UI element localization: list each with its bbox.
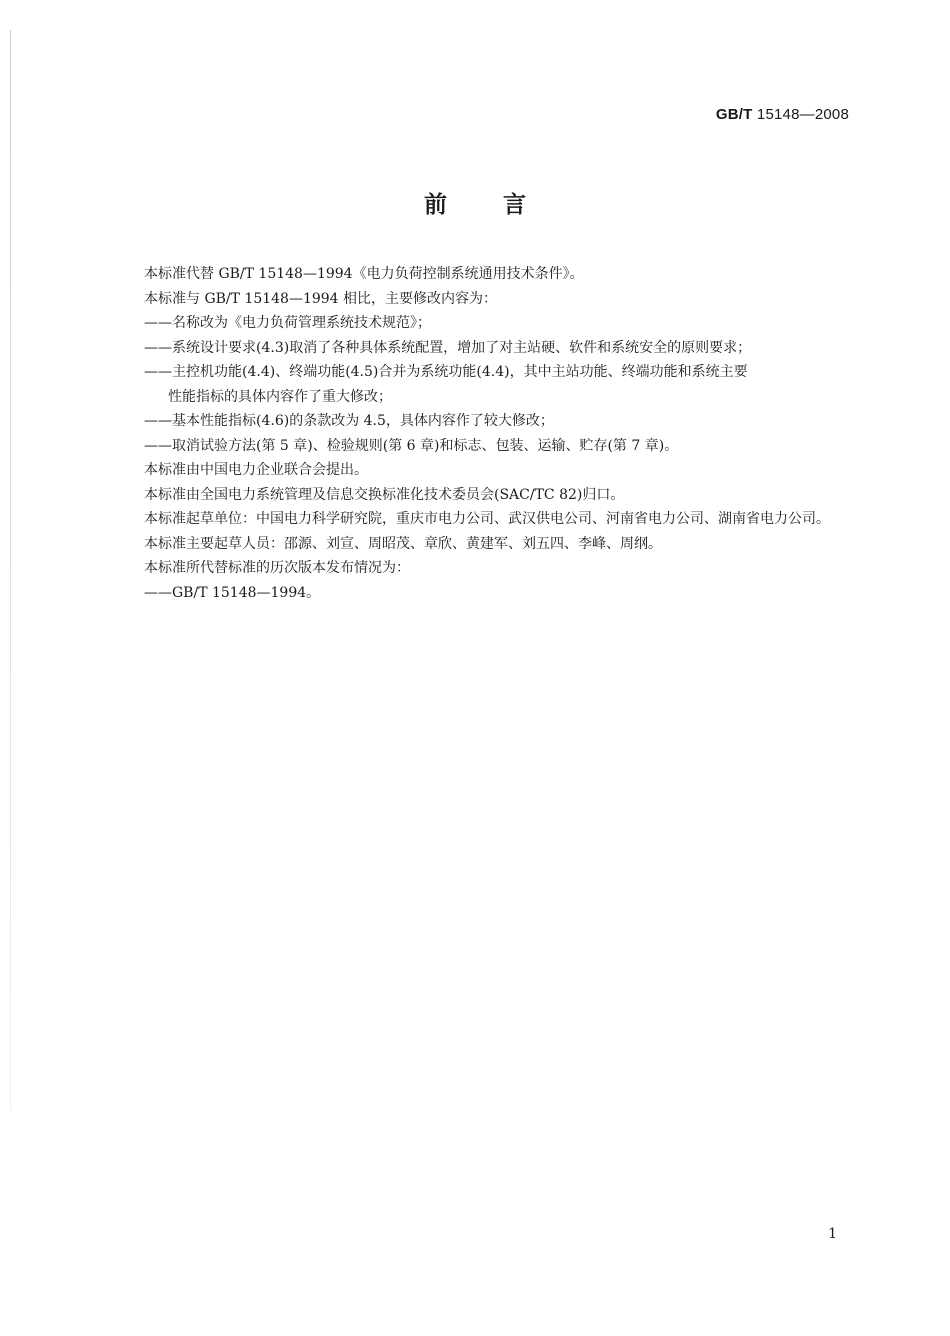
paragraph-history-intro: 本标准所代替标准的历次版本发布情况为：: [144, 560, 410, 576]
change-item-functions: ——主控机功能(4.4)、终端功能(4.5)合并为系统功能(4.4)，其中主站功能、终端功能和系统主要: [144, 364, 748, 380]
page-number: 1: [828, 1226, 837, 1242]
change-item-removed: ——取消试验方法(第 5 章)、检验规则(第 6 章)和标志、包装、运输、贮存(第 7 章)。: [144, 437, 679, 454]
history-item: ——GB/T 15148—1994。: [144, 584, 321, 601]
standard-code: [716, 106, 849, 123]
change-item-performance: ——基本性能指标(4.6)的条款改为 4.5，具体内容作了较大修改；: [144, 413, 554, 429]
paragraph-drafters: 本标准主要起草人员：邵源、刘宣、周昭茂、章欣、黄建军、刘五四、李峰、周纲。: [144, 535, 662, 552]
standard-code-prefix: GB/T: [715, 106, 753, 123]
page-title: 前言: [424, 192, 582, 218]
change-item-name: ——名称改为《电力负荷管理系统技术规范》；: [144, 315, 431, 331]
standard-code-number: 15148—2008: [756, 106, 849, 123]
paragraph-centralized-by: 本标准由全国电力系统管理及信息交换标准化技术委员会(SAC/TC 82)归口。: [144, 486, 625, 503]
paragraph-replaces: 本标准代替 GB/T 15148—1994《电力负荷控制系统通用技术条件》。: [144, 266, 584, 282]
paragraph-proposed-by: 本标准由中国电力企业联合会提出。: [144, 462, 368, 478]
change-item-functions-cont: 性能指标的具体内容作了重大修改；: [168, 388, 392, 405]
foreword-body: [113, 262, 849, 605]
change-item-design: ——系统设计要求(4.3)取消了各种具体系统配置，增加了对主站硬、软件和系统安全的原则要求；: [144, 339, 752, 356]
paragraph-drafting-units: 本标准起草单位：中国电力科学研究院，重庆市电力公司、武汉供电公司、河南省电力公司、湖南省电力公司。: [144, 511, 830, 527]
paragraph-changes-intro: 本标准与 GB/T 15148—1994 相比，主要修改内容为：: [144, 290, 498, 307]
